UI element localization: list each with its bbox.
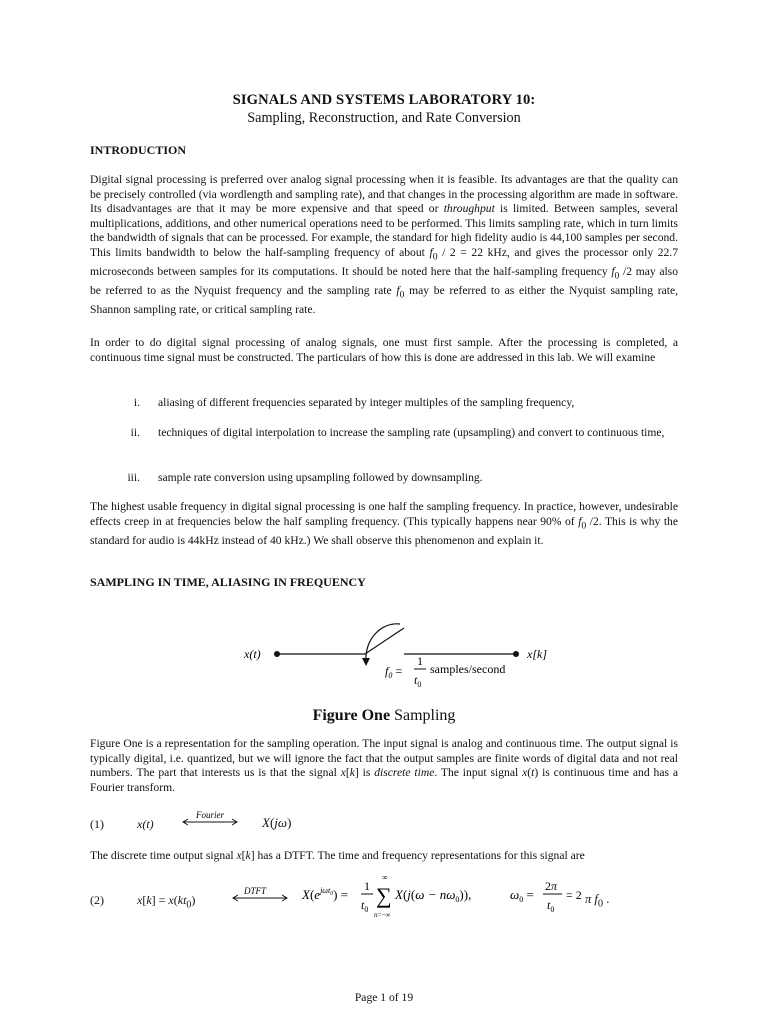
- sampling-diagram: [0, 620, 768, 700]
- dtft-formula: [300, 872, 590, 924]
- equation-2-tail: π $f_0$ .: [585, 892, 610, 910]
- svg-text:∞: ∞: [382, 873, 388, 882]
- svg-text:= 2: = 2: [566, 888, 582, 902]
- list-number: i.: [133, 396, 140, 409]
- intro-heading: INTRODUCTION: [90, 143, 187, 157]
- svg-text:X(j(ω − nω0)),: $X(j(\omega - n\omega_0))$,: [395, 887, 472, 904]
- svg-text:X(ejωt0) =: $X(e^{j\omega t}0)$ =: [302, 886, 349, 902]
- processing-paragraph: In order to do digital signal processing of analog signals, one must first sample. After the processing is completed, a continuous time signal must be constructed. The particulars of how this is done are addressed in this lab. We will examine: [90, 336, 678, 364]
- fourier-transform-arrow: [180, 808, 242, 828]
- svg-text:∑: ∑: [376, 883, 392, 908]
- rotation-arc: [366, 624, 400, 664]
- svg-text:2π: 2π: [545, 879, 558, 893]
- sampling-heading: SAMPLING IN TIME, ALIASING IN FREQUENCY: [90, 575, 366, 589]
- equation-1-rhs: X(jω): [262, 815, 292, 830]
- svg-text:n=−∞: n=−∞: [374, 911, 391, 919]
- half-sampling-paragraph: The highest usable frequency in digital signal processing is one half the sampling frequency. In practice, however, undesirable effects creep in at frequencies below the half sampling frequency. (This typically happens near 90% of $f_0$ /2. This is why the standard for audio is 44kHz instead of 40 kHz.) We shall observe this phenomenon and explain it.: [90, 500, 678, 547]
- svg-text:ω0 =: $\omega_0$ =: [510, 887, 534, 904]
- caption-label: Figure One: [312, 707, 391, 724]
- rate-numerator: 1: [417, 654, 423, 668]
- rate-unit: samples/second: [430, 662, 506, 676]
- list-text: sample rate conversion using upsampling followed by downsampling.: [158, 471, 483, 484]
- equation-2-lhs: $x[k] = x(kt_0)$: [137, 893, 196, 911]
- lab-title: SIGNALS AND SYSTEMS LABORATORY 10:: [232, 92, 536, 108]
- dtft-paragraph: The discrete time output signal x[k] has a DTFT. The time and frequency representations for this signal are: [90, 849, 585, 862]
- figure-caption: [90, 707, 678, 725]
- output-node: [513, 651, 519, 657]
- rate-denominator: $t_0$: [414, 673, 422, 689]
- list-number: ii.: [130, 426, 140, 439]
- list-number: iii.: [127, 471, 140, 484]
- svg-text:t0: $t_0$: [361, 898, 369, 914]
- equation-1-number: (1): [90, 817, 104, 831]
- fourier-label: Fourier: [196, 810, 224, 820]
- figure-description-paragraph: Figure One is a representation for the sampling operation. The input signal is analog and continuous time. The output signal is typically digital, i.e. quantized, but we will ignore the fact that the output samples are finite words of digital data and not real numbers. The part that interests us is that the signal x[k] is discrete time. The input signal x(t) is continuous time and has a Fourier transform.: [90, 737, 678, 794]
- svg-text:t0: $t_0$: [547, 898, 555, 914]
- rate-lhs: $f_0$ =: [385, 664, 403, 680]
- lab-subtitle: Sampling, Reconstruction, and Rate Conversion: [247, 110, 521, 126]
- dtft-arrow: [230, 884, 292, 904]
- list-text: aliasing of different frequencies separated by integer multiples of the sampling frequency,: [158, 396, 575, 409]
- list-text: techniques of digital interpolation to increase the sampling rate (upsampling) and convert to continuous time,: [158, 426, 665, 439]
- equation-2-number: (2): [90, 893, 104, 907]
- intro-paragraph: Digital signal processing is preferred over analog signal processing when it is feasible. Its advantages are that the quality can be precisely controlled (via wordlength and sampling rate), and that changes in the processing algorithm are made in software. Its disadvantages are that it may be more expensive and that speed or throughput is limited. Between samples, several multiplications, additions, and other numerical operations need to be performed. This limits sampling rate, which in turn limits the bandwidth of signals that can be processed. For example, the standard for high fidelity audio is 44,100 samples per second. This limits bandwidth to below the half-sampling frequency of about $f_0 / 2 = 22$ kHz, and gives the processor only 22.7 microseconds between samples for its computations. It should be noted here that the half-sampling frequency $f_0$ /2 may also be referred to as the Nyquist frequency and the sampling rate $f_0$ may be referred to as either the Nyquist sampling rate, Shannon sampling rate, or critical sampling rate.: [90, 173, 678, 316]
- input-signal-label: x(t): [244, 647, 261, 661]
- page-footer: Page 1 of 19: [354, 991, 414, 1004]
- output-signal-label: x[k]: [527, 647, 547, 661]
- svg-text:1: 1: [364, 879, 370, 893]
- rotation-arrowhead: [362, 658, 370, 666]
- dtft-label: DTFT: [244, 886, 267, 896]
- equation-1-lhs: x(t): [137, 817, 154, 831]
- switch-arm: [365, 628, 404, 654]
- caption-text: Sampling: [390, 707, 456, 724]
